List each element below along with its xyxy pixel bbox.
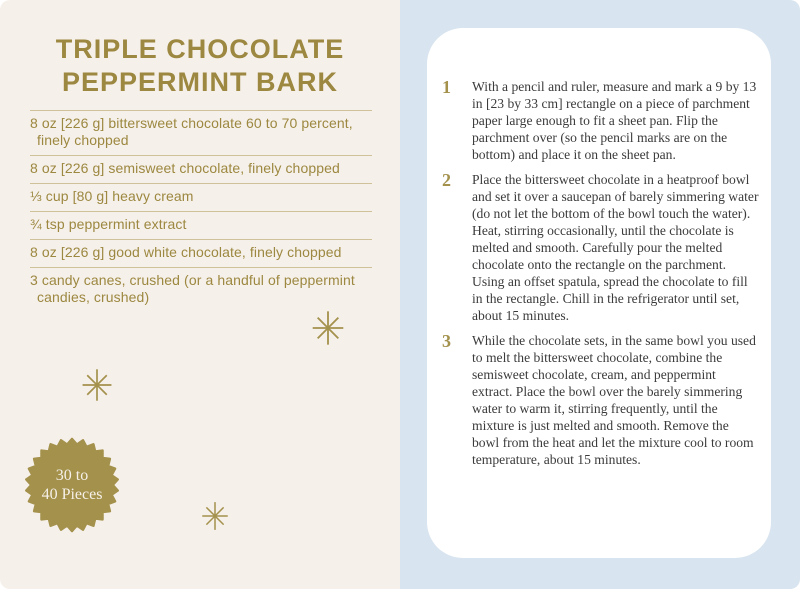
sparkle-icon	[310, 310, 346, 346]
instruction-step	[442, 332, 759, 468]
ingredient-item: 8 oz [226 g] semisweet chocolate, finely chopped	[30, 155, 372, 183]
instruction-step	[442, 78, 759, 163]
instructions-card	[427, 28, 771, 558]
steps-list	[427, 28, 771, 468]
step-number: 2	[442, 170, 451, 190]
ingredient-item: 3 candy canes, crushed (or a handful of peppermint candies, crushed)	[30, 267, 372, 312]
step-text: With a pencil and ruler, measure and mark a 9 by 13 in [23 by 33 cm] rectangle on a piece of parchment paper large enough to fit a sheet pan. Flip the parchment over (so the pencil marks are on the bottom) and place it on the sheet pan.	[472, 79, 757, 162]
instructions-panel	[400, 0, 800, 589]
ingredient-item: 8 oz [226 g] good white chocolate, finely chopped	[30, 239, 372, 267]
ingredients-list	[30, 110, 372, 312]
yield-badge-label	[24, 437, 120, 533]
step-text: Place the bittersweet chocolate in a heatproof bowl and set it over a saucepan of barely simmering water (do not let the bottom of the bowl touch the water). Heat, stirring occasionally, until the chocolate is melted and smooth. Carefully pour the melted chocolate onto the rectangle on the parchment. Using an offset spatula, spread the chocolate to fill in the rectangle. Chill in the refrigerator until set, about 15 minutes.	[472, 172, 759, 323]
ingredient-item: ⅓ cup [80 g] heavy cream	[30, 183, 372, 211]
recipe-title-line-1: TRIPLE CHOCOLATE	[55, 34, 345, 64]
step-number: 1	[442, 77, 451, 97]
yield-badge-line-1: 30 to	[55, 467, 89, 484]
ingredient-item: 8 oz [226 g] bittersweet chocolate 60 to 70 percent, finely chopped	[30, 110, 372, 155]
sparkle-icon	[80, 368, 114, 402]
instruction-step	[442, 171, 759, 324]
step-number: 3	[442, 331, 451, 351]
recipe-title-line-2: PEPPERMINT BARK	[61, 67, 339, 97]
sparkle-icon	[200, 501, 230, 531]
ingredient-item: ¾ tsp peppermint extract	[30, 211, 372, 239]
yield-badge	[24, 437, 120, 533]
recipe-title	[20, 33, 380, 99]
step-text: While the chocolate sets, in the same bowl you used to melt the bittersweet chocolate, combine the semisweet chocolate, cream, and peppermint extract. Place the bowl over the barely simmering water to warm it, stirring frequently, until the mixture is just melted and smooth. Remove the bowl from the heat and let the mixture cool to room temperature, about 15 minutes.	[472, 333, 756, 467]
yield-badge-line-2: 40 Pieces	[41, 486, 103, 503]
